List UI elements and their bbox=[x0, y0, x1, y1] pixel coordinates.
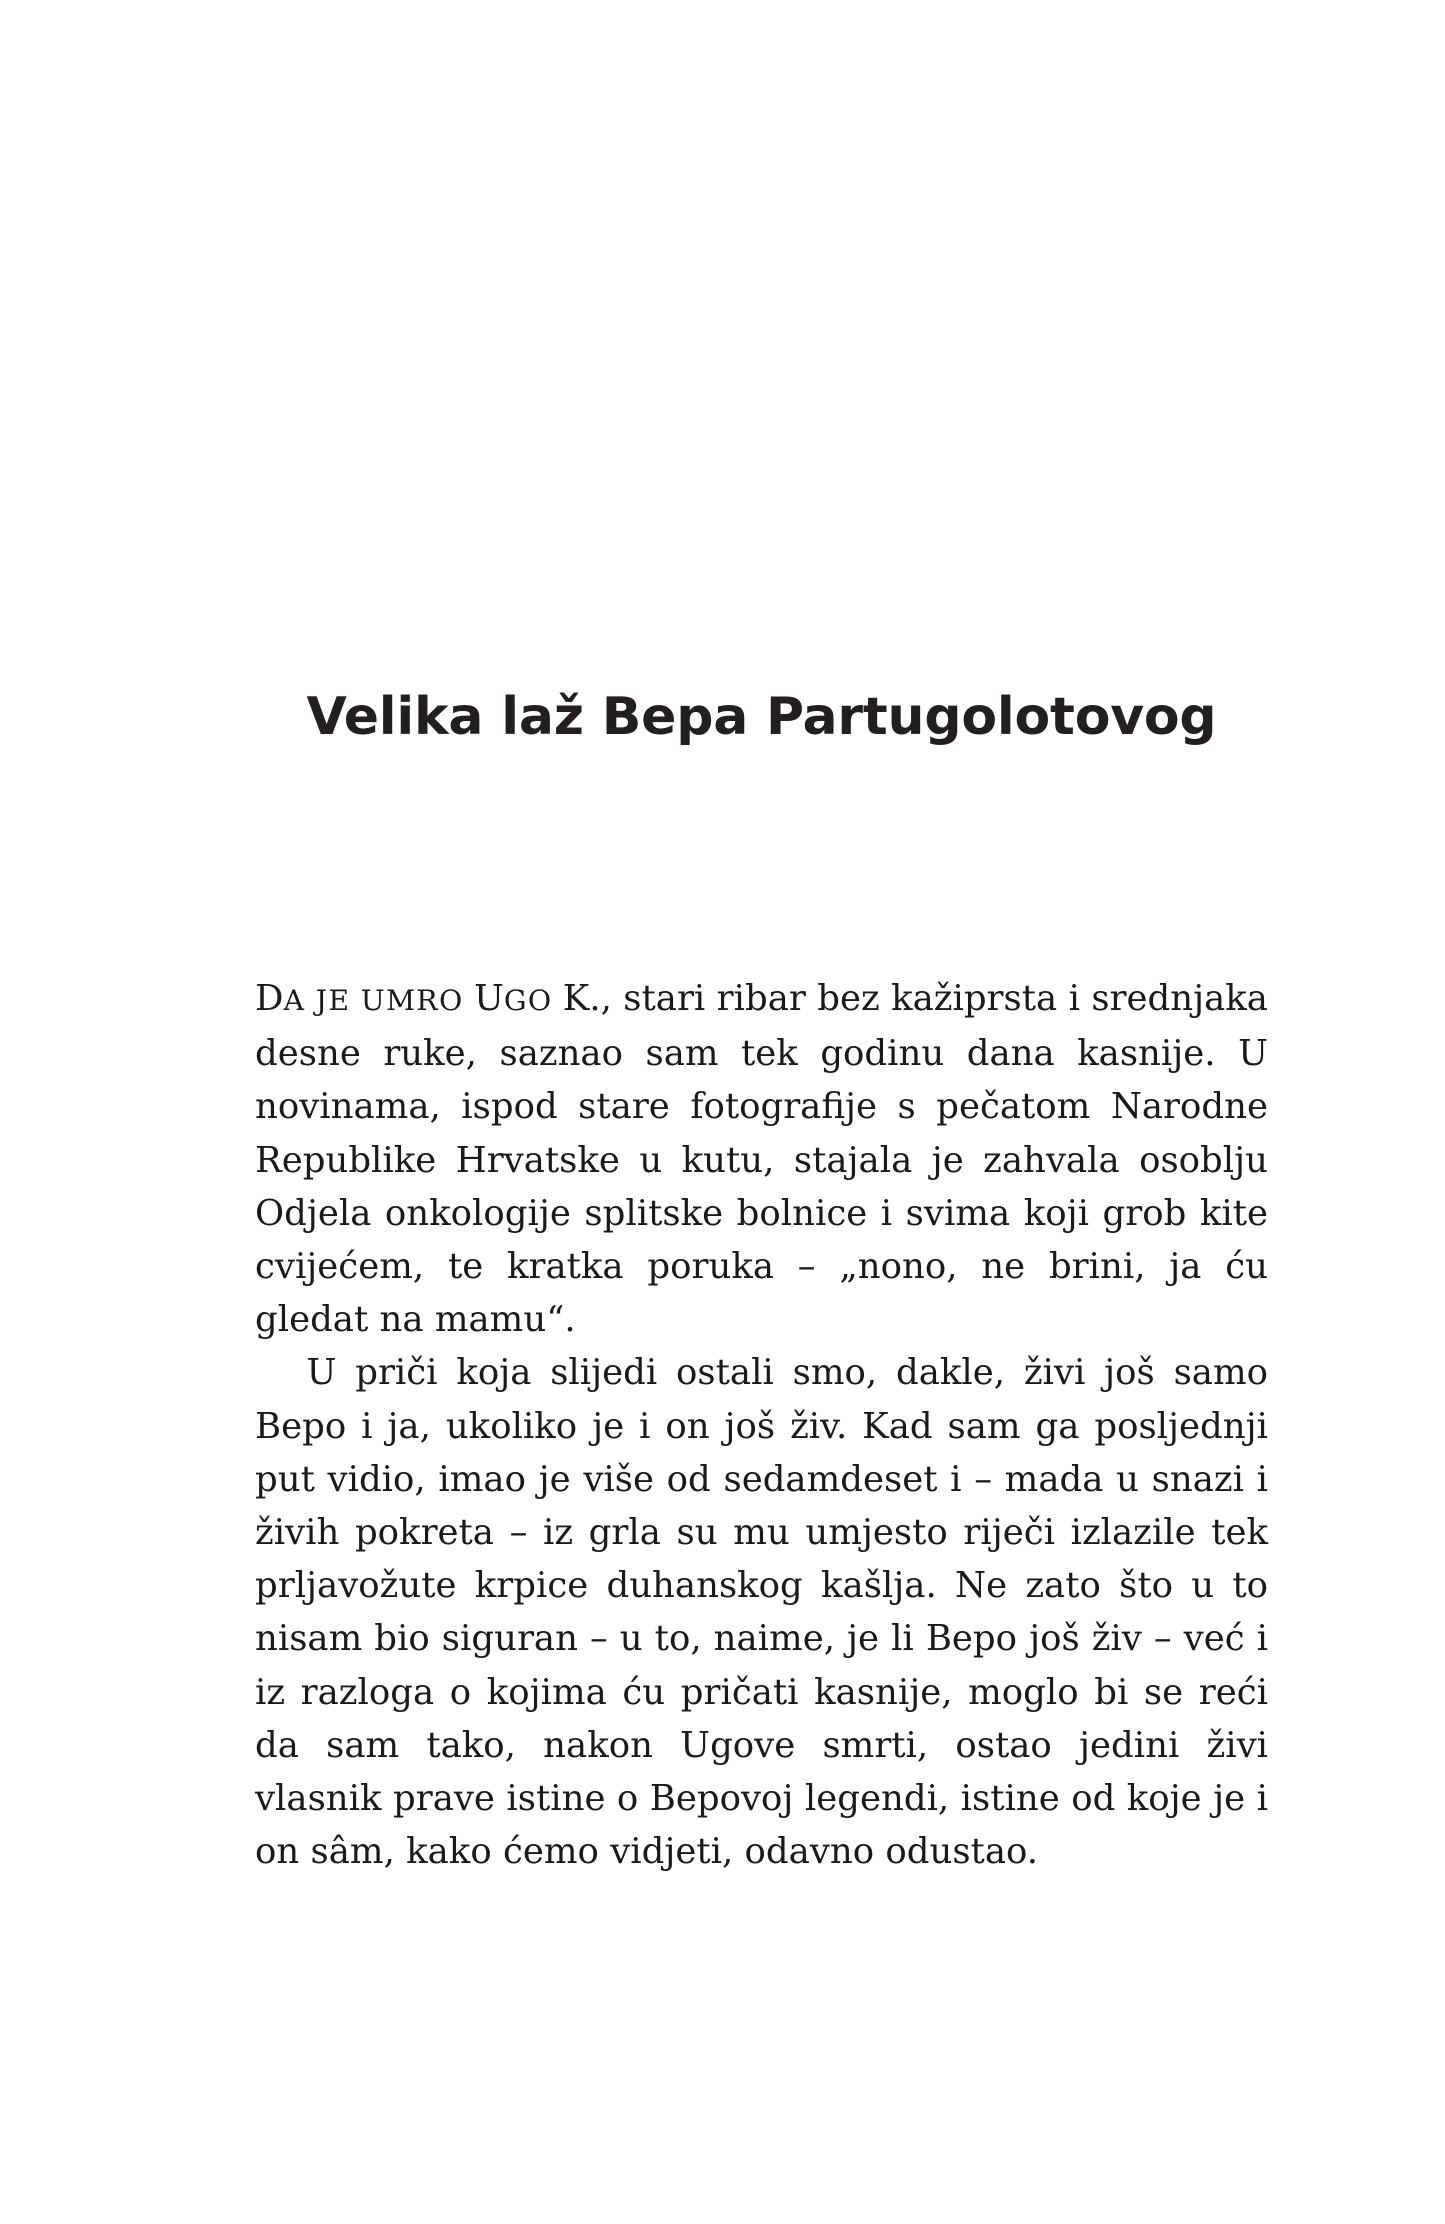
smallcaps-name-initial-u: U bbox=[473, 978, 504, 1019]
paragraph-opening-plain-start: K., bbox=[562, 978, 624, 1019]
paragraph-second: U priči koja slijedi ostali smo, dakle, živi još samo Bepo i ja, ukoliko je i on još živ. Kad sam ga posljednji put vidio, imao je više od sedamdeset i – mada u snazi i živih pokreta – iz grla su mu umjesto riječi izlazile tek prljavožute krpice duhanskog kašlja. Ne zato što u to nisam bio siguran – u to, naime, je li Bepo još živ – već i iz razloga o kojima ću pričati kasnije, moglo bi se reći da sam tako, nakon Ugove smrti, ostao jedini živi vlasnik prave istine o Bepovoj legendi, istine od koje je i on sâm, kako ćemo vidjeti, odavno odustao. bbox=[255, 1352, 1268, 1873]
smallcaps-name-rest: GO bbox=[503, 984, 563, 1017]
smallcaps-opening-words: JE UMRO bbox=[315, 984, 474, 1017]
paragraph-opening-text: stari ribar bez kažiprsta i srednjaka desne ruke, saznao sam tek godinu dana kasnije. U novinama, ispod stare fotografije s pečatom Narodne Republike Hrvatske u kutu, stajala je zahvala osoblju Odjela onkologije splitske bolnice i svima koji grob kite cvijećem, te kratka poruka – „nono, ne brini, ja ću gledat na mamu“. bbox=[255, 978, 1268, 1341]
smallcaps-initial-rest: A bbox=[283, 984, 316, 1017]
dropcap-initial-d: D bbox=[255, 978, 284, 1019]
paragraph-opening bbox=[255, 972, 1268, 1346]
chapter-title: Velika laž Bepa Partugolotovog bbox=[306, 687, 1217, 747]
body-text-block bbox=[255, 972, 1268, 1878]
